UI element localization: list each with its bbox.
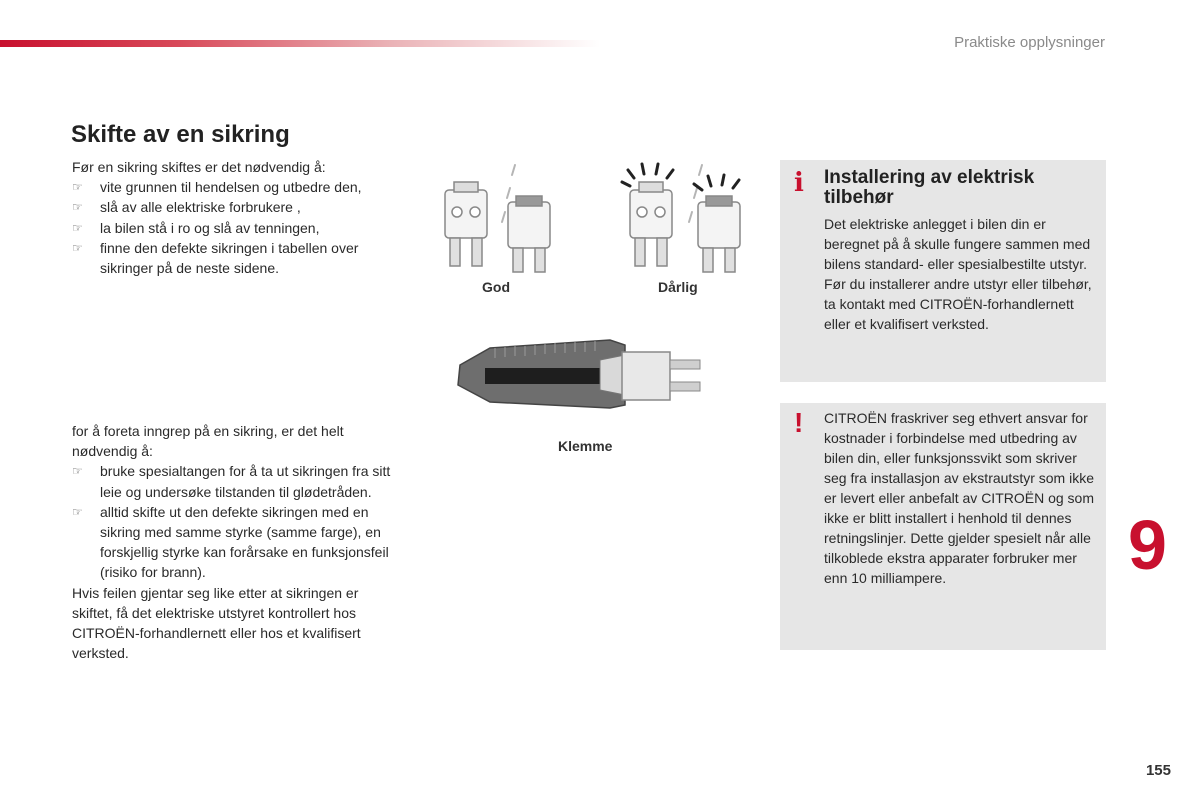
good-fuse-icon (508, 196, 550, 272)
spark-icon (694, 175, 739, 190)
header-accent-bar (0, 40, 600, 47)
warning-box (780, 403, 1106, 650)
procedure-lead: for å foreta inngrep på en sikring, er det helt nødvendig å: (72, 423, 344, 460)
blown-fuse-icon (698, 196, 740, 272)
chapter-number: 9 (1128, 506, 1167, 584)
list-item: ☞ la bilen stå i ro og slå av tenningen, (72, 218, 402, 238)
page-number: 155 (1145, 762, 1171, 779)
list-item: ☞ alltid skifte ut den defekte sikringen med en sikring med samme styrke (samme farge), en forskjellig styrke kan forårsake en funksjonsfeil (risiko for brann). (72, 503, 389, 581)
list-item: ☞ slå av alle elektriske forbrukere , (72, 197, 402, 217)
blown-fuse-icon (630, 182, 672, 266)
list-item: ☞ bruke spesialtangen for å ta ut sikringen fra sitt leie og undersøke tilstanden til glødetråden. (72, 463, 391, 500)
pointing-hand-icon: ☞ (72, 464, 83, 479)
fuse-clamp-icon (458, 340, 700, 408)
info-box-title: Installering av elektrisk tilbehør (824, 167, 1035, 208)
list-item: ☞ finne den defekte sikringen i tabellen over sikringer på de neste sidene. (72, 239, 359, 277)
procedure-text (72, 421, 402, 663)
fuse-illustration (430, 160, 750, 280)
intro-lead: Før en sikring skiftes er det nødvendig å: (72, 159, 326, 175)
good-fuse-icon (445, 182, 487, 266)
pointing-hand-icon: ☞ (72, 240, 83, 255)
section-header: Praktiske opplysninger (954, 34, 1105, 51)
clamp-label: Klemme (558, 438, 613, 454)
clamp-illustration (450, 330, 710, 420)
warning-box-body: CITROËN fraskriver seg ethvert ansvar for kostnader i forbindelse med utbedring av bilen din, eller funksjonssvikt som skriver seg fra installasjon av ekstrautstyr som ikke er levert eller anbefalt av CITROËN og som ikke er blitt installert i henhold til dennes retningslinjer. Dette gjelder spesielt når alle tilkoblede ekstra apparater forbruker mer enn 10 milliampere. (824, 410, 1094, 586)
intro-list (72, 177, 402, 278)
page-title: Skifte av en sikring (71, 121, 290, 148)
info-box-body: Det elektriske anlegget i bilen din er beregnet på å skulle fungere sammen med bilens standard- eller spesialbestilte utstyr. Før du installerer andre utstyr eller tilbehør, ta kontakt med CITROËN-forhandlernett eller et kvalifisert verksted. (824, 216, 1092, 332)
info-icon: i (794, 168, 804, 198)
pointing-hand-icon: ☞ (72, 200, 83, 215)
warning-icon: ! (794, 407, 804, 438)
bad-label: Dårlig (658, 279, 698, 295)
procedure-list (72, 461, 402, 582)
pointing-hand-icon: ☞ (72, 180, 83, 195)
good-label: God (482, 279, 510, 295)
info-box (780, 160, 1106, 382)
intro-text (72, 157, 402, 278)
pointing-hand-icon: ☞ (72, 504, 83, 519)
procedure-closing: Hvis feilen gjentar seg like etter at sikringen er skiftet, få det elektriske utstyret kontrollert hos CITROËN-forhandlernett eller hos et kvalifisert verksted. (72, 584, 361, 662)
list-item: ☞ vite grunnen til hendelsen og utbedre den, (72, 177, 402, 197)
pointing-hand-icon: ☞ (72, 220, 83, 235)
